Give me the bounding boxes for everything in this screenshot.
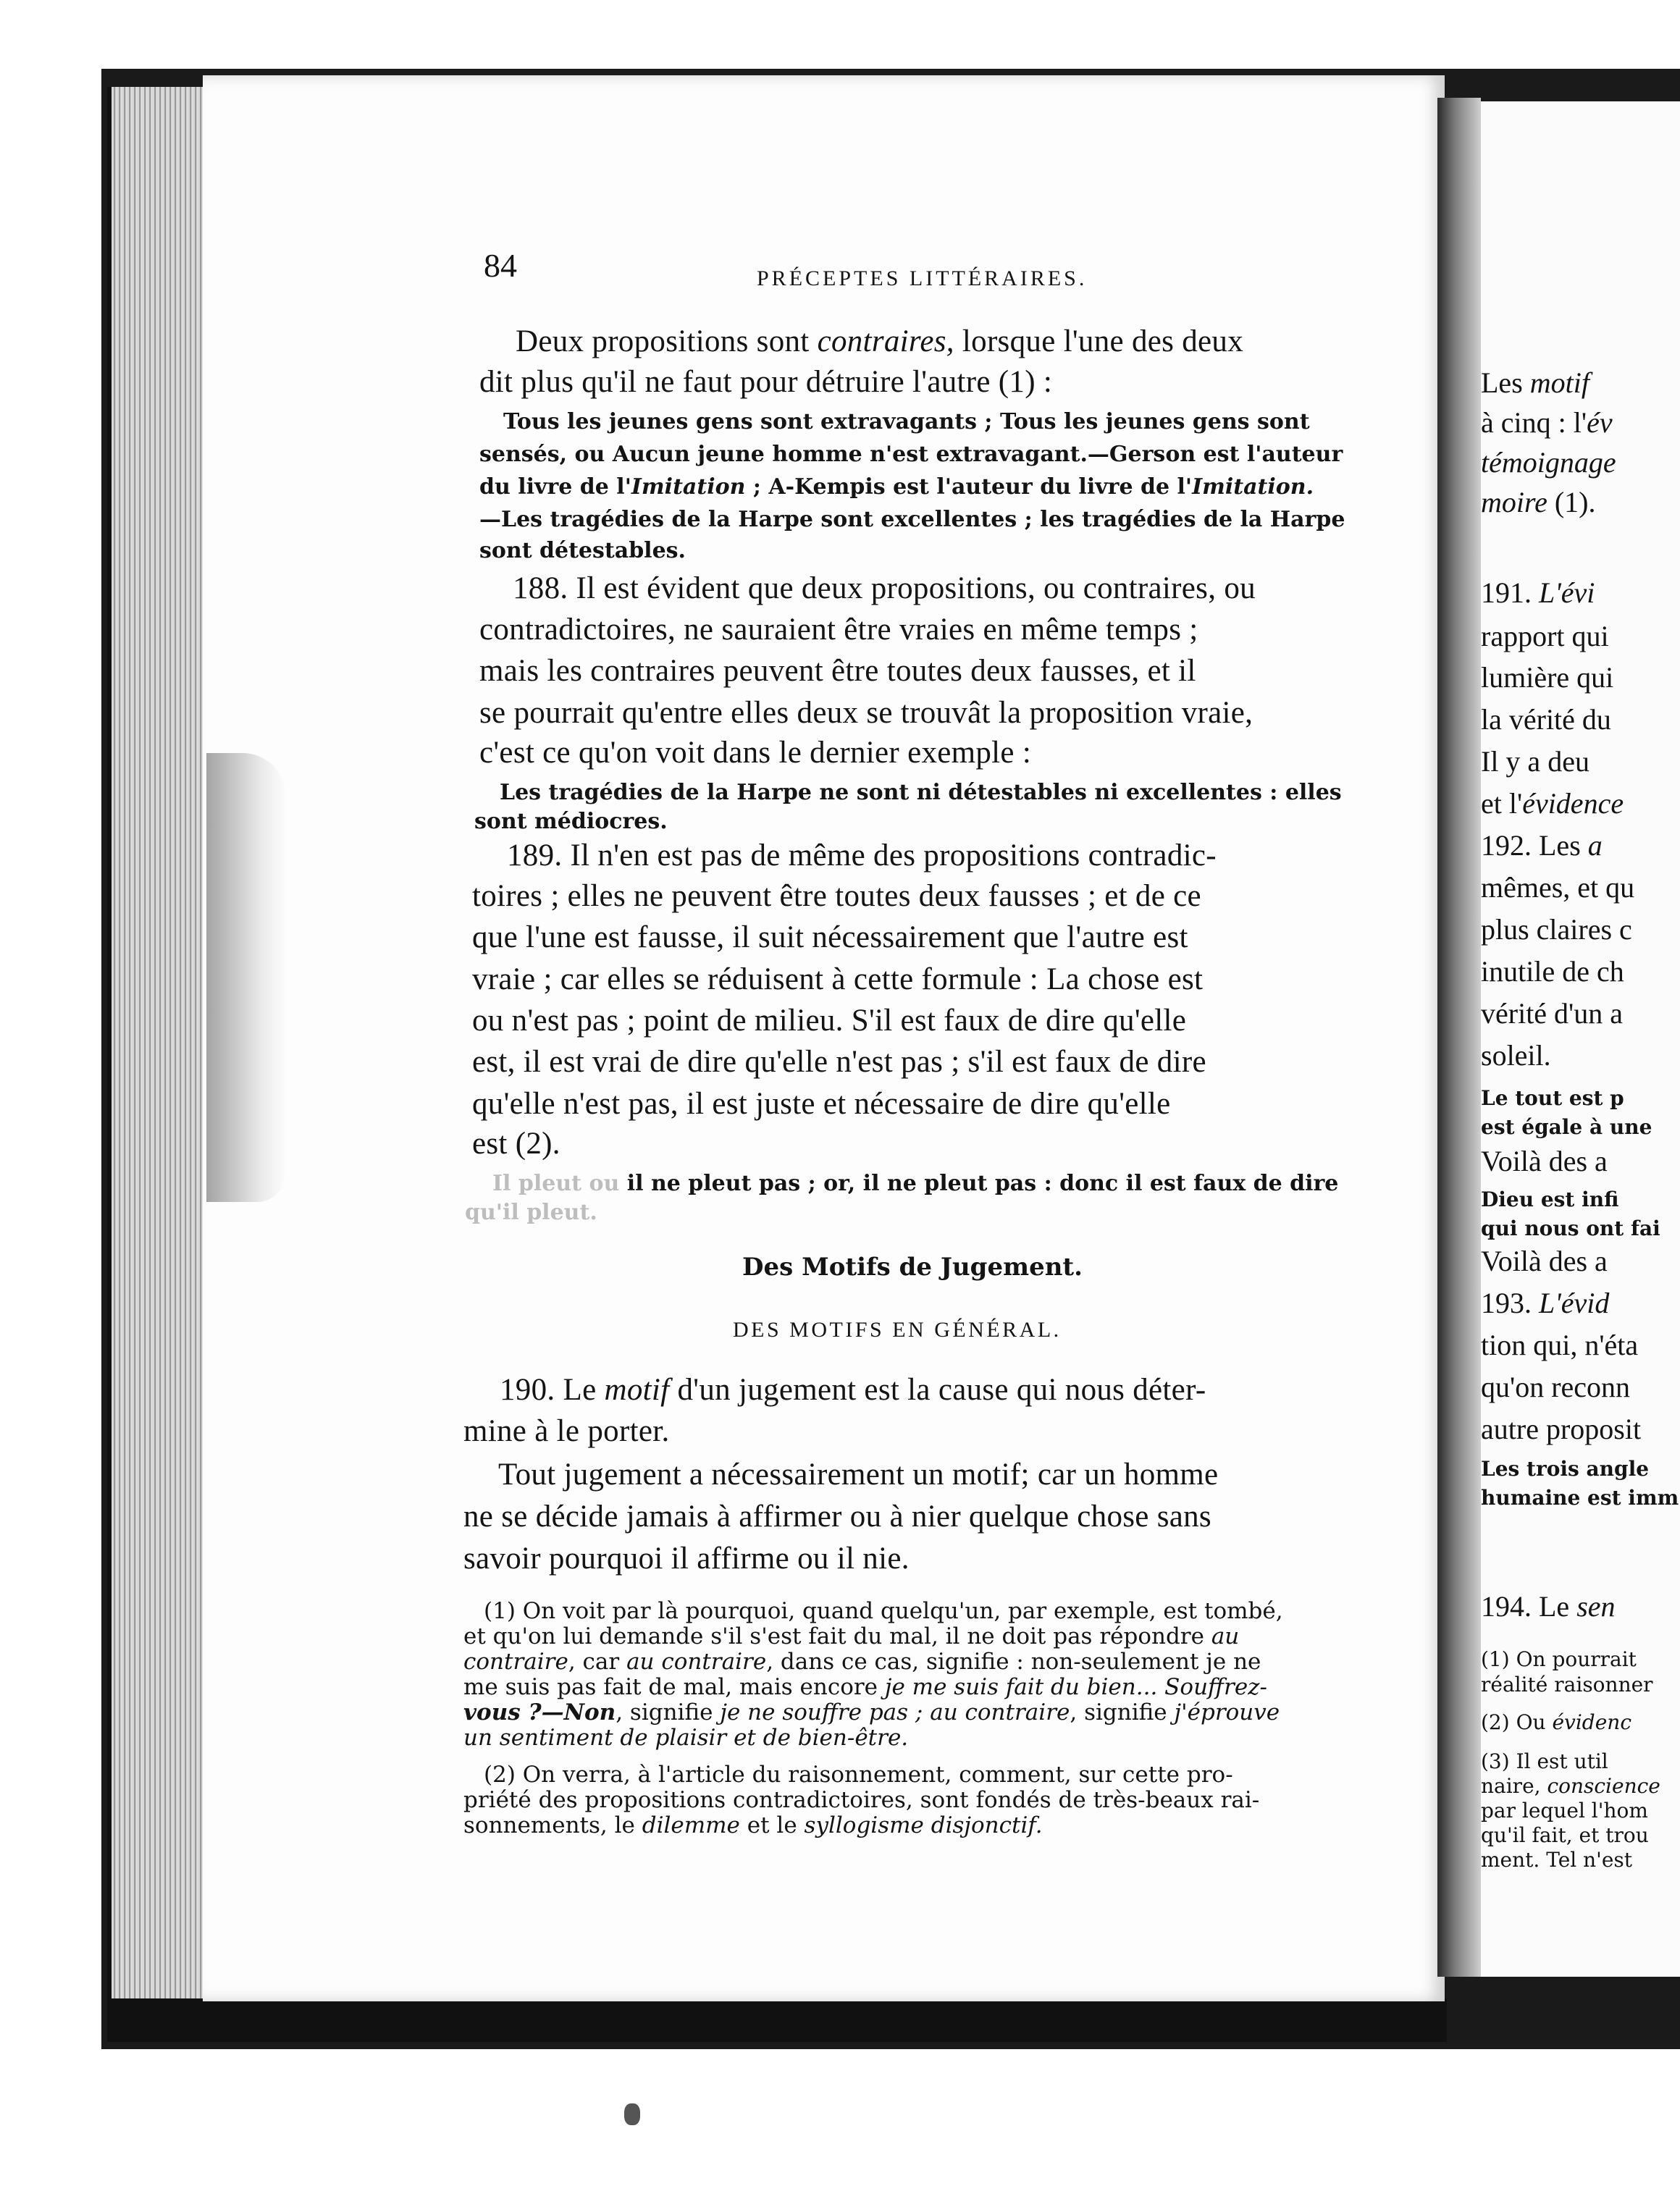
- body-line: que l'une est fausse, il suit nécessairement que l'autre est: [472, 920, 1188, 954]
- rp-line: lumière qui: [1481, 661, 1614, 694]
- running-title: PRÉCEPTES LITTÉRAIRES.: [757, 266, 1088, 290]
- footnote-line: vous ?—Non, signifie je ne souffre pas ; au contraire, signifie j'éprouve: [463, 1699, 1280, 1725]
- rp-line: ment. Tel n'est: [1481, 1848, 1633, 1872]
- rp-line: à cinq : l'év: [1481, 406, 1613, 439]
- rp-line: 192. Les a: [1481, 829, 1603, 862]
- footnote-line: (1) On voit par là pourquoi, quand quelqu'un, par exemple, est tombé,: [484, 1598, 1283, 1624]
- body-line: ne se décide jamais à affirmer ou à nier quelque chose sans: [463, 1500, 1211, 1534]
- footnote-line: un sentiment de plaisir et de bien-être.: [463, 1725, 909, 1751]
- footnote-line: priété des propositions contradictoires, sont fondés de très-beaux rai-: [463, 1787, 1260, 1813]
- body-line: 188. Il est évident que deux propositions, ou contraires, ou: [513, 571, 1256, 605]
- body-line: est (2).: [472, 1127, 560, 1161]
- book-gutter: [1437, 98, 1481, 1977]
- body-line: Deux propositions sont contraires, lorsque l'une des deux: [516, 324, 1244, 358]
- rp-line: 191. L'évi: [1481, 576, 1595, 609]
- rp-line: réalité raisonner: [1481, 1673, 1653, 1697]
- rp-line: naire, conscience: [1481, 1774, 1660, 1798]
- body-line: toires ; elles ne peuvent être toutes deux fausses ; et de ce: [472, 879, 1201, 913]
- rp-line: (3) Il est util: [1481, 1749, 1608, 1773]
- example-line: sensés, ou Aucun jeune homme n'est extravagant.—Gerson est l'auteur: [479, 442, 1343, 467]
- body-line: vraie ; car elles se réduisent à cette formule : La chose est: [472, 962, 1204, 996]
- rp-line: et l'évidence: [1481, 787, 1624, 820]
- section-title: Des Motifs de Jugement.: [742, 1253, 1083, 1282]
- rp-line: autre proposit: [1481, 1413, 1642, 1445]
- rp-line: inutile de ch: [1481, 955, 1624, 988]
- example-line: Il pleut ou il ne pleut pas ; or, il ne pleut pas : donc il est faux de dire: [492, 1171, 1339, 1196]
- section-subtitle: DES MOTIFS EN GÉNÉRAL.: [733, 1318, 1062, 1342]
- scan-speck: [624, 2103, 640, 2125]
- page-damage: [206, 753, 286, 1202]
- example-line: sont détestables.: [479, 538, 686, 563]
- rp-line: Les trois angle: [1481, 1457, 1650, 1481]
- rp-line: est égale à une: [1481, 1115, 1652, 1139]
- footnote-line: et qu'on lui demande s'il s'est fait du mal, il ne doit pas répondre au: [463, 1623, 1240, 1649]
- rp-line: soleil.: [1481, 1039, 1551, 1072]
- body-line: est, il est vrai de dire qu'elle n'est pas ; s'il est faux de dire: [472, 1045, 1206, 1079]
- rp-line: (2) Ou évidenc: [1481, 1710, 1632, 1734]
- example-line: sont médiocres.: [474, 809, 668, 834]
- body-line: mais les contraires peuvent être toutes deux fausses, et il: [479, 654, 1196, 688]
- example-line: Tous les jeunes gens sont extravagants ; Tous les jeunes gens sont: [503, 409, 1310, 434]
- body-line: contradictoires, ne sauraient être vraies en même temps ;: [479, 613, 1198, 647]
- example-line: Les tragédies de la Harpe ne sont ni détestables ni excellentes : elles: [500, 780, 1342, 805]
- rp-line: Le tout est p: [1481, 1086, 1624, 1110]
- example-line: du livre de l'Imitation ; A-Kempis est l'auteur du livre de l'Imitation.: [479, 474, 1314, 500]
- rp-line: qui nous ont fai: [1481, 1216, 1660, 1240]
- body-line: mine à le porter.: [463, 1414, 670, 1448]
- page-number: 84: [484, 247, 517, 284]
- right-page: [1481, 101, 1680, 1977]
- rp-line: moire (1).: [1481, 486, 1596, 518]
- rp-line: 193. L'évid: [1481, 1287, 1610, 1319]
- rp-line: 194. Le sen: [1481, 1590, 1616, 1623]
- rp-line: Dieu est infi: [1481, 1187, 1619, 1211]
- body-line: 189. Il n'en est pas de même des propositions contradic-: [507, 838, 1217, 873]
- rp-line: tion qui, n'éta: [1481, 1329, 1639, 1361]
- book-bottom-edge: [107, 1998, 1447, 2042]
- footnote-line: me suis pas fait de mal, mais encore je me suis fait du bien... Souffrez-: [463, 1674, 1267, 1700]
- rp-line: Voilà des a: [1481, 1245, 1608, 1277]
- body-line: Tout jugement a nécessairement un motif; car un homme: [498, 1458, 1219, 1492]
- rp-line: qu'on reconn: [1481, 1371, 1631, 1403]
- body-line: c'est ce qu'on voit dans le dernier exemple :: [479, 736, 1032, 770]
- rp-line: Il y a deu: [1481, 745, 1589, 778]
- scan-bottom-margin: [0, 2049, 1680, 2207]
- footnote-line: sonnements, le dilemme et le syllogisme disjonctif.: [463, 1812, 1043, 1838]
- rp-line: qu'il fait, et trou: [1481, 1823, 1649, 1847]
- rp-line: rapport qui: [1481, 620, 1609, 652]
- body-line: 190. Le motif d'un jugement est la cause qui nous déter-: [500, 1373, 1206, 1407]
- body-line: dit plus qu'il ne faut pour détruire l'autre (1) :: [479, 365, 1053, 399]
- body-line: savoir pourquoi il affirme ou il nie.: [463, 1542, 910, 1576]
- footnote-line: contraire, car au contraire, dans ce cas, signifie : non-seulement je ne: [463, 1649, 1261, 1675]
- body-line: se pourrait qu'entre elles deux se trouvât la proposition vraie,: [479, 696, 1253, 730]
- body-line: ou n'est pas ; point de milieu. S'il est faux de dire qu'elle: [472, 1004, 1187, 1038]
- rp-line: Voilà des a: [1481, 1145, 1608, 1177]
- rp-line: humaine est imm: [1481, 1486, 1679, 1510]
- example-line: —Les tragédies de la Harpe sont excellentes ; les tragédies de la Harpe: [479, 507, 1345, 532]
- rp-line: mêmes, et qu: [1481, 871, 1635, 904]
- footnote-line: (2) On verra, à l'article du raisonnement, comment, sur cette pro-: [484, 1762, 1233, 1788]
- example-line: qu'il pleut.: [465, 1200, 597, 1225]
- rp-line: Les motif: [1481, 366, 1589, 399]
- body-line: qu'elle n'est pas, il est juste et nécessaire de dire qu'elle: [472, 1087, 1171, 1121]
- rp-line: vérité d'un a: [1481, 997, 1624, 1030]
- rp-line: la vérité du: [1481, 703, 1611, 736]
- rp-line: témoignage: [1481, 446, 1616, 479]
- rp-line: par lequel l'hom: [1481, 1799, 1648, 1823]
- rp-line: (1) On pourrait: [1481, 1647, 1637, 1671]
- rp-line: plus claires c: [1481, 913, 1632, 946]
